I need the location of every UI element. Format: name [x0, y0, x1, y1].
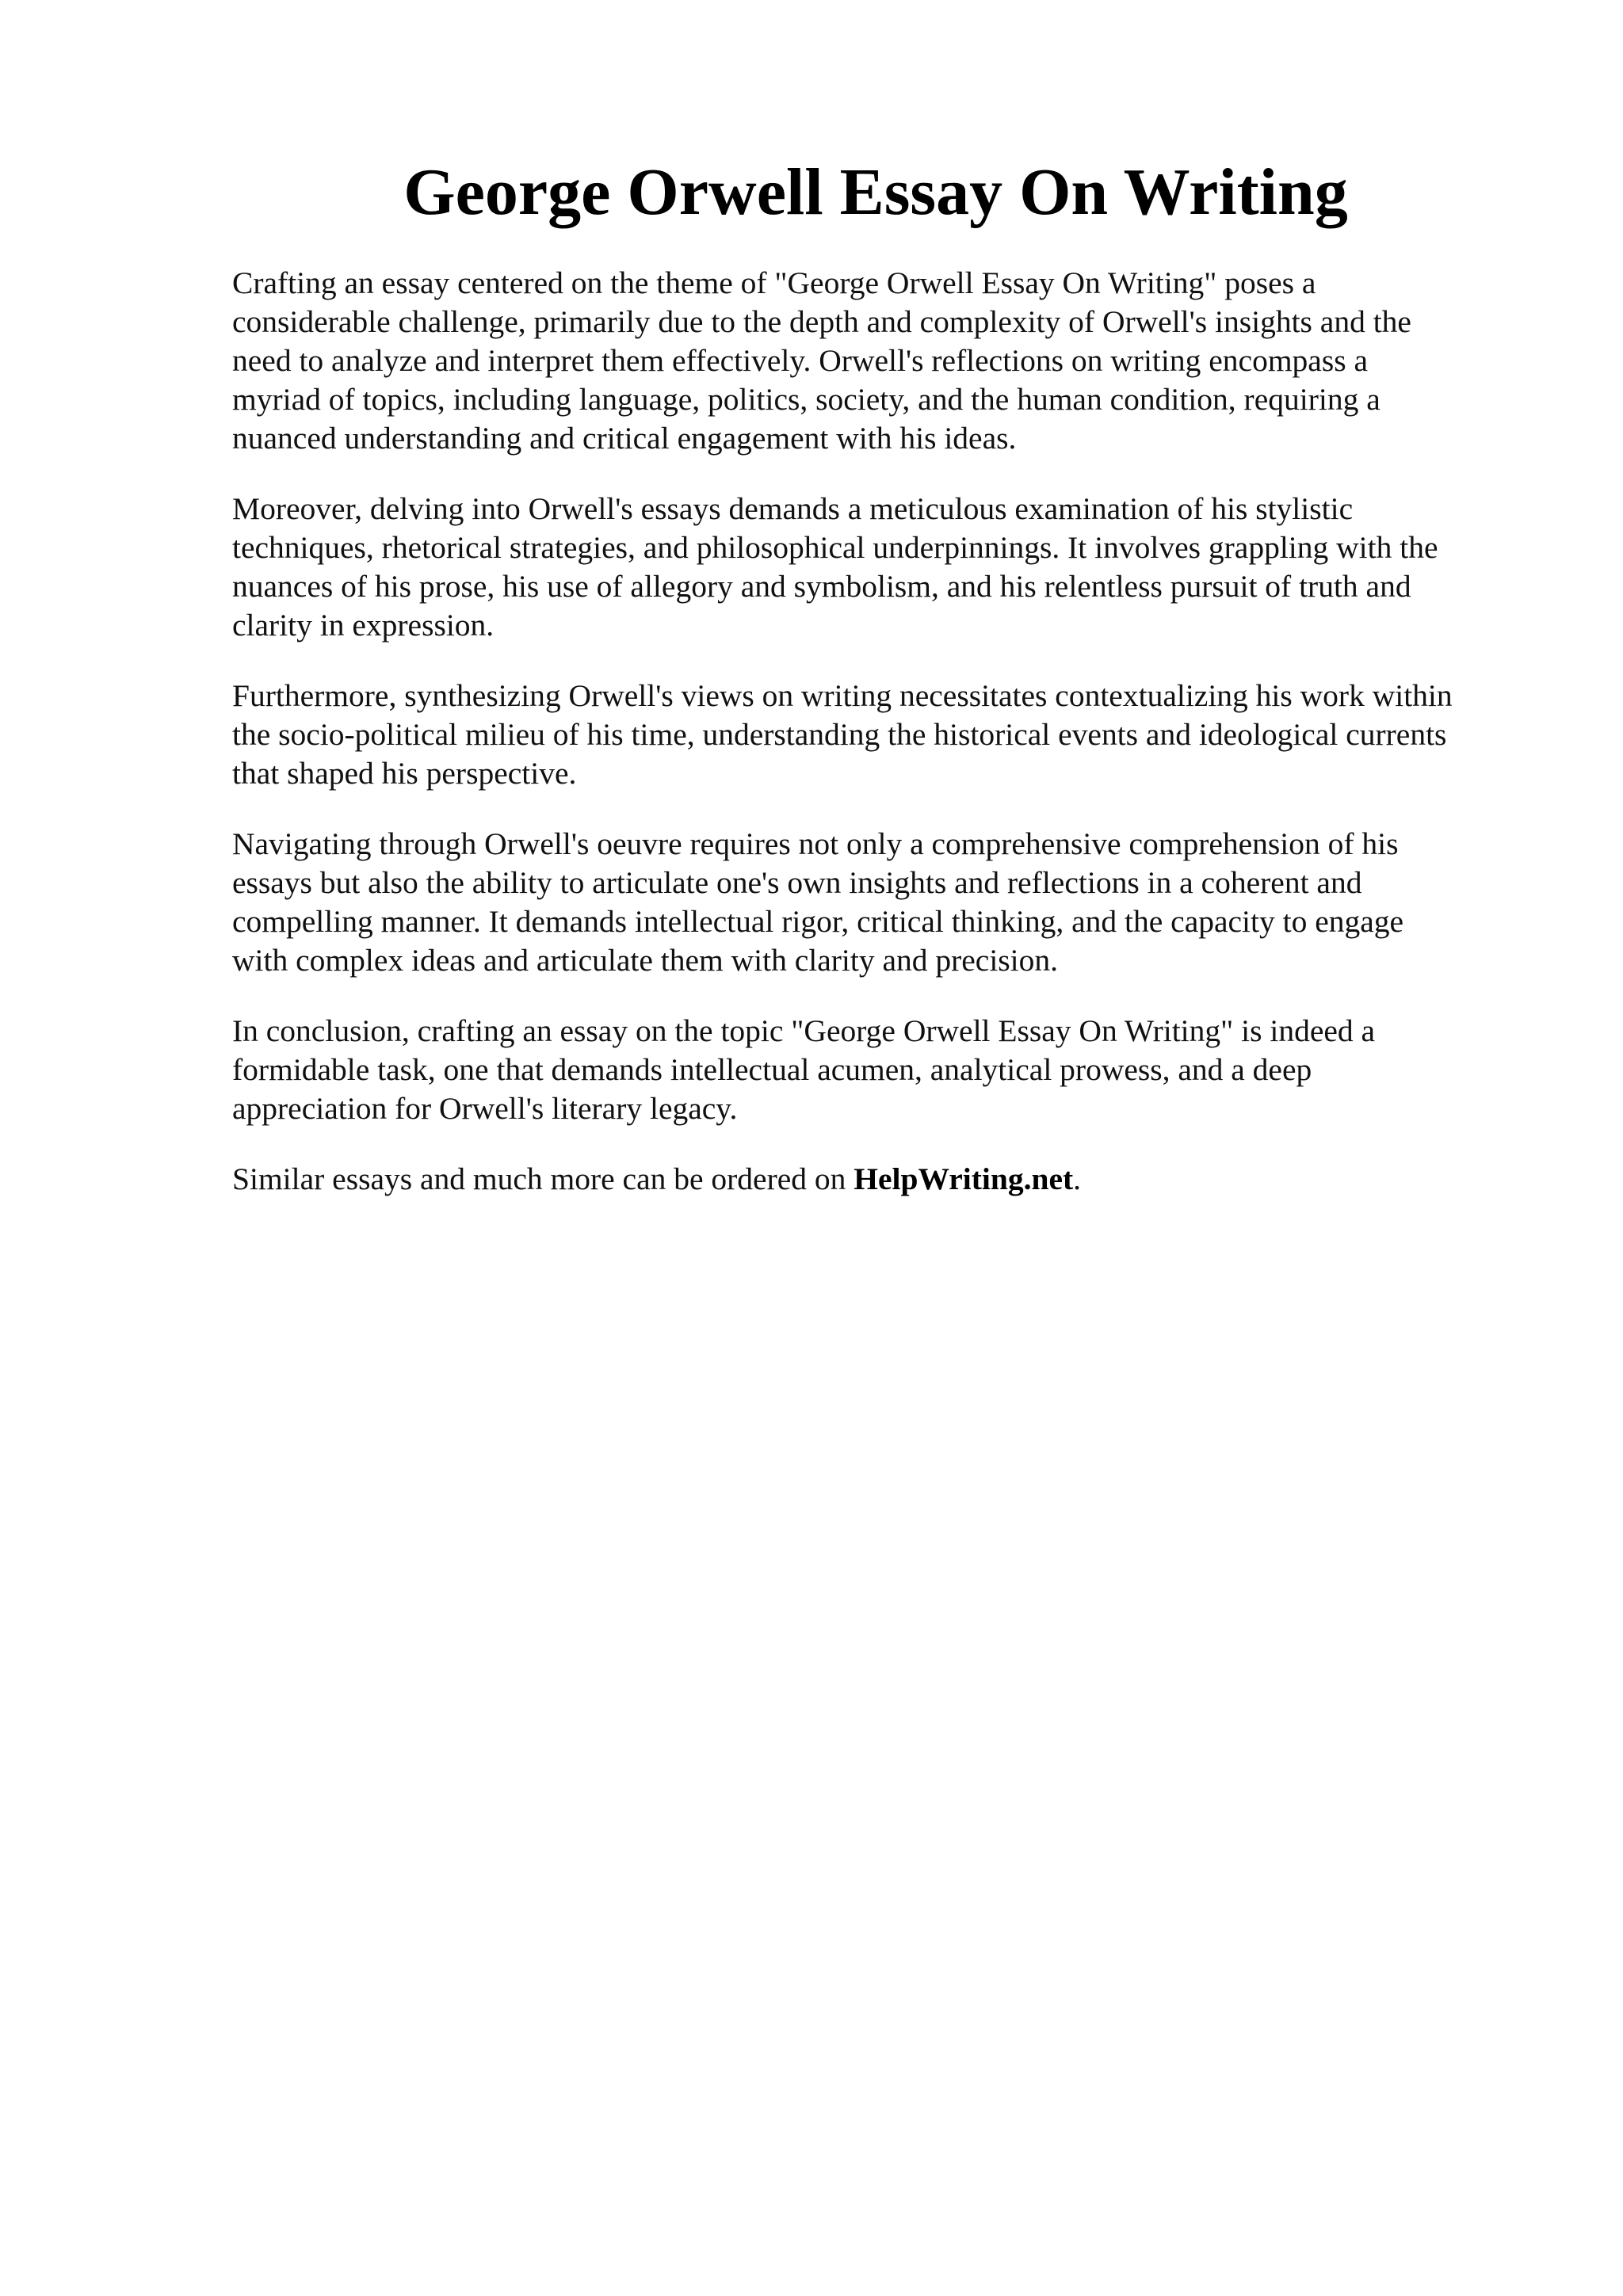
closing-period: .	[1073, 1161, 1082, 1196]
paragraph-1	[232, 264, 1532, 458]
paragraph-line: the socio-political milieu of his time, understanding the historical events and ideological currents	[232, 717, 1447, 752]
paragraph-line: In conclusion, crafting an essay on the topic "George Orwell Essay On Writing" is indeed a	[232, 1013, 1376, 1048]
paragraph-line: essays but also the ability to articulate one's own insights and reflections in a coherent and	[232, 865, 1362, 900]
paragraph-line: considerable challenge, primarily due to the depth and complexity of Orwell's insights and the	[232, 304, 1411, 339]
paragraph-5	[232, 1012, 1532, 1128]
closing-paragraph	[232, 1160, 1532, 1199]
paragraph-3	[232, 677, 1532, 793]
paragraph-line: Moreover, delving into Orwell's essays demands a meticulous examination of his stylistic	[232, 491, 1354, 526]
paragraph-2	[232, 490, 1532, 645]
essay-body	[232, 264, 1532, 1230]
paragraph-line: nuances of his prose, his use of allegory and symbolism, and his relentless pursuit of truth and	[232, 569, 1411, 604]
closing-text: Similar essays and much more can be ordered on	[232, 1161, 854, 1196]
paragraph-line: Crafting an essay centered on the theme of "George Orwell Essay On Writing" poses a	[232, 265, 1316, 300]
paragraph-line: with complex ideas and articulate them with clarity and precision.	[232, 943, 1059, 978]
paragraph-line: formidable task, one that demands intellectual acumen, analytical prowess, and a deep	[232, 1052, 1312, 1087]
paragraph-line: compelling manner. It demands intellectual rigor, critical thinking, and the capacity to engage	[232, 904, 1404, 939]
brand-link[interactable]: HelpWriting.net	[854, 1161, 1074, 1196]
paragraph-line: myriad of topics, including language, politics, society, and the human condition, requiring a	[232, 382, 1381, 417]
paragraph-line: Furthermore, synthesizing Orwell's views on writing necessitates contextualizing his work within	[232, 678, 1453, 713]
paragraph-line: Navigating through Orwell's oeuvre requires not only a comprehensive comprehension of his	[232, 826, 1399, 861]
paragraph-line: clarity in expression.	[232, 608, 495, 643]
paragraph-line: nuanced understanding and critical engagement with his ideas.	[232, 421, 1017, 456]
paragraph-4	[232, 825, 1532, 980]
page-title: George Orwell Essay On Writing	[403, 155, 1348, 229]
paragraph-line: that shaped his perspective.	[232, 756, 577, 791]
paragraph-line: need to analyze and interpret them effectively. Orwell's reflections on writing encompass a	[232, 343, 1368, 378]
paragraph-line: techniques, rhetorical strategies, and philosophical underpinnings. It involves grappling with the	[232, 530, 1438, 565]
paragraph-line: appreciation for Orwell's literary legacy.	[232, 1091, 738, 1126]
